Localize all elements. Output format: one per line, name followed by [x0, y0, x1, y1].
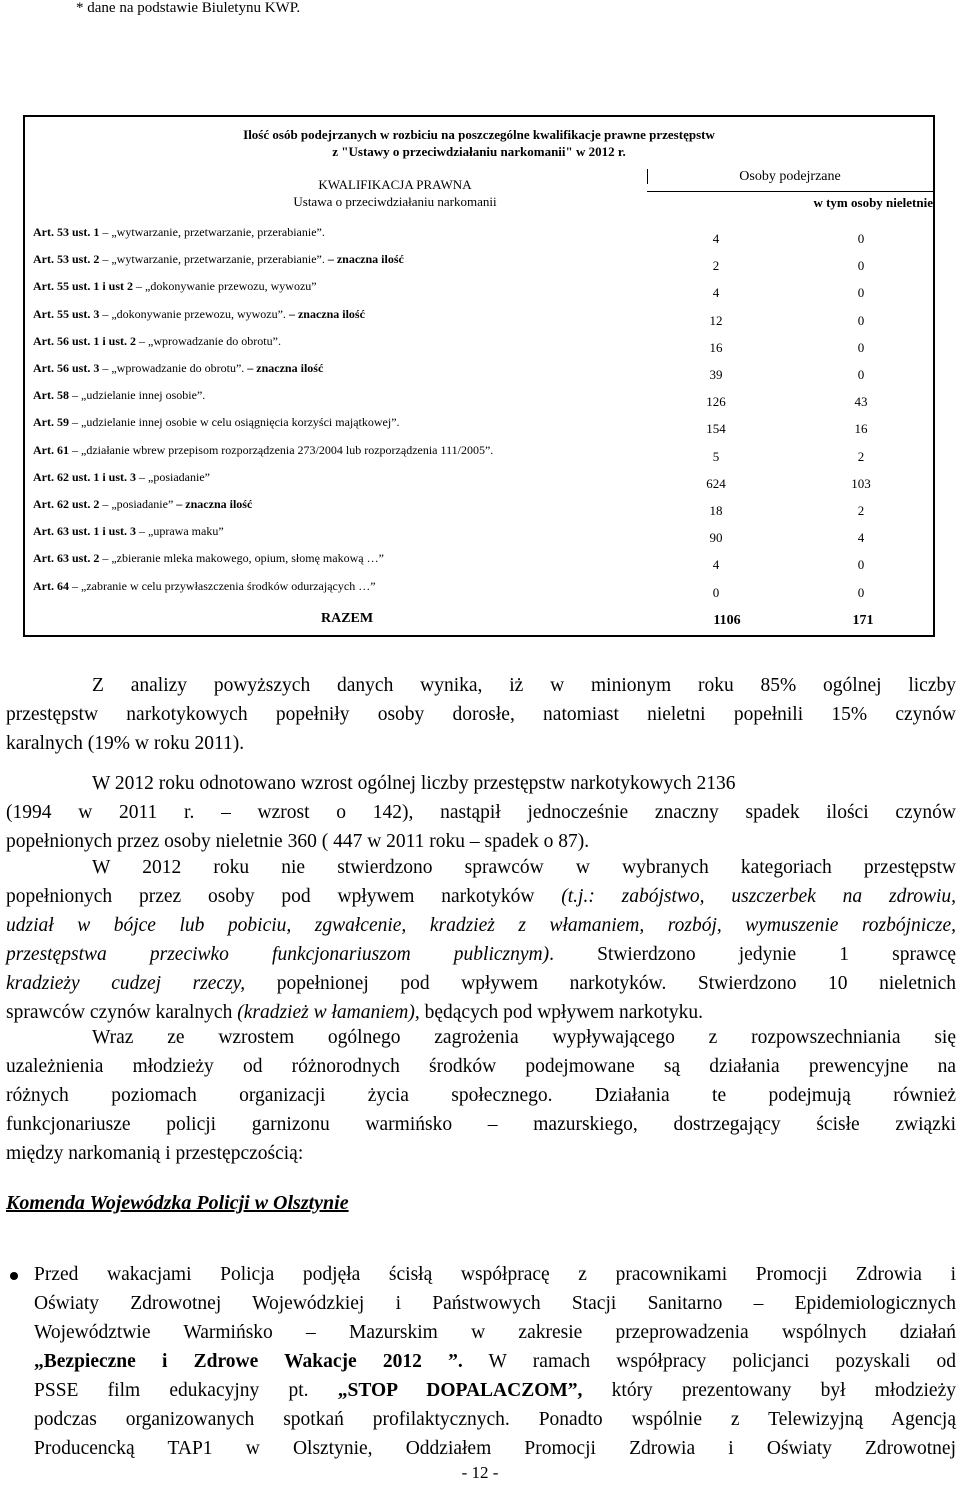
row-suspects-count: 154 — [706, 421, 726, 437]
row-minors-count: 0 — [857, 312, 865, 328]
row-description: „wprowadzanie do obrotu”. — [148, 333, 281, 348]
row-description: „dokonywanie przewozu, wywozu” — [145, 279, 317, 294]
row-suspects-count: 16 — [709, 339, 723, 355]
row-suspects-count: 12 — [709, 312, 723, 328]
paragraph-3 — [6, 853, 956, 1027]
footnote: * dane na podstawie Biuletynu KWP. — [76, 0, 301, 16]
row-large-quantity: – znaczna ilość — [288, 306, 365, 321]
row-article: Art. 56 ust. 1 i ust. 2 — [33, 333, 137, 348]
paragraph-line: Producencką TAP1 w Olsztynie, Oddziałem Promocji Zdrowia i Oświaty Zdrowotnej — [34, 1438, 956, 1459]
row-qualification: Art. 61 – „działanie wbrew przepisom rozporządzenia 273/2004 lub rozporządzenia 111/2005”. — [33, 442, 494, 457]
text-run-italic: kradzieży cudzej rzeczy, — [6, 973, 246, 994]
row-qualification: Art. 56 ust. 1 i ust. 2 – „wprowadzanie do obrotu”. — [33, 333, 281, 348]
row-minors-count: 0 — [857, 258, 865, 274]
text-run: . Stwierdzono jedynie 1 sprawcę — [549, 944, 956, 965]
row-suspects-count: 126 — [706, 394, 726, 410]
row-article: Art. 58 — [33, 388, 69, 403]
row-article: Art. 62 ust. 1 i ust. 3 — [33, 469, 137, 484]
paragraph-line — [34, 1347, 956, 1376]
table-row — [33, 279, 933, 305]
text-run-italic: (t.j.: zabójstwo, uszczerbek na zdrowiu, — [561, 886, 956, 907]
row-qualification: Art. 55 ust. 3 – „dokonywanie przewozu, wywozu”. – znaczna ilość — [33, 306, 365, 321]
row-minors-count: 2 — [857, 503, 865, 518]
row-article: Art. 55 ust. 1 i ust 2 — [33, 279, 134, 294]
text-run-bold: „Bezpieczne i Zdrowe Wakacje 2012 ”. — [34, 1351, 463, 1372]
row-description: „zabranie w celu przywłaszczenia środków odurzających …” — [81, 578, 376, 593]
total-value: 1106 — [713, 613, 741, 628]
total-label: RAZEM — [321, 611, 374, 626]
text-run-italic: udział w bójce lub pobiciu, zgwałcenie, kradzież z włamaniem, rozbój, wymuszenie rozbójnicze, — [6, 915, 956, 936]
row-description: „posiadanie” — [111, 497, 174, 511]
row-description: „udzielanie innej osobie”. — [81, 388, 206, 403]
row-description: „uprawa maku” — [148, 524, 224, 539]
row-article: Art. 62 ust. 2 — [33, 497, 100, 511]
row-suspects-count: 624 — [706, 475, 726, 491]
paragraph-line: Województwie Warmińsko – Mazurskim w zakresie przeprowadzenia wspólnych działań — [34, 1322, 956, 1343]
row-minors-count: 43 — [854, 394, 868, 410]
row-qualification: Art. 55 ust. 1 i ust 2 – „dokonywanie przewozu, wywozu” — [33, 279, 317, 294]
paragraph-line: Oświaty Zdrowotnej Wojewódzkiej i Państwowych Stacji Sanitarno – Epidemiologicznych — [34, 1293, 956, 1314]
paragraph-line — [6, 940, 956, 969]
row-qualification: Art. 58 – „udzielanie innej osobie”. — [33, 388, 206, 403]
total-minors: 171 — [852, 613, 874, 628]
table-row — [33, 524, 933, 550]
row-article: Art. 63 ust. 1 i ust. 3 — [33, 524, 137, 539]
paragraph-line: Z analizy powyższych danych wynika, iż w minionym roku 85% ogólnej liczby — [92, 675, 956, 696]
text-run-italic: (kradzież w łamaniem), — [237, 1002, 420, 1023]
paragraph-line: przestępstw narkotykowych popełniły osoby dorosłe, natomiast nieletni popełnili 15% czynów — [6, 704, 956, 725]
paragraph-line: funkcjonariusze policji garnizonu warmińsko – mazurskiego, dostrzegający ścisłe związki — [6, 1114, 956, 1135]
text-run: popełnionych przez osoby pod wpływem narkotyków — [6, 886, 562, 907]
paragraph-line: Wraz ze wzrostem ogólnego zagrożenia wypływającego z rozpowszechniania się — [92, 1027, 956, 1048]
paragraph-line — [6, 882, 956, 911]
row-minors-count: 0 — [857, 339, 865, 355]
row-suspects-count: 4 — [712, 557, 720, 573]
row-qualification: Art. 53 ust. 1 – „wytwarzanie, przetwarzanie, przerabianie”. — [33, 225, 325, 239]
table-row — [33, 415, 933, 441]
table-row — [33, 497, 933, 523]
row-qualification: Art. 63 ust. 2 – „zbieranie mleka makowego, opium, słomę makową …” — [33, 551, 384, 566]
paragraph-4 — [6, 1023, 956, 1168]
text-run: będących pod wpływem narkotyku. — [419, 1002, 703, 1023]
row-article: Art. 55 ust. 3 — [33, 306, 100, 321]
row-minors-count: 4 — [857, 530, 865, 546]
row-qualification: Art. 62 ust. 1 i ust. 3 – „posiadanie” — [33, 469, 210, 484]
row-suspects-count: 4 — [712, 285, 720, 301]
qualification-table — [23, 115, 935, 637]
row-article: Art. 59 — [33, 415, 69, 430]
row-large-quantity: – znaczna ilość — [176, 497, 253, 511]
row-minors-count: 0 — [857, 231, 865, 246]
table-row — [33, 252, 933, 278]
text-run: popełnionej pod wpływem narkotyków. Stwierdzono 10 nieletnich — [245, 973, 956, 994]
row-qualification: Art. 63 ust. 1 i ust. 3 – „uprawa maku” — [33, 524, 224, 539]
table-row — [33, 443, 933, 469]
table-row — [33, 579, 933, 605]
text-run-italic: przestępstwa przeciwko funkcjonariuszom publicznym) — [6, 944, 550, 965]
row-description: „posiadanie” — [148, 469, 210, 484]
row-minors-count: 0 — [857, 584, 865, 600]
row-suspects-count: 39 — [709, 367, 723, 382]
header-suspects-label: Osoby podejrzane — [739, 169, 841, 184]
table-row — [33, 361, 933, 387]
row-minors-count: 0 — [857, 557, 865, 573]
row-suspects-count: 4 — [712, 231, 720, 246]
paragraph-line: W 2012 roku nie stwierdzono sprawców w wybranych kategoriach przestępstw — [92, 857, 956, 878]
text-run-bold: „STOP DOPALACZOM”, — [337, 1380, 583, 1401]
table-row — [33, 388, 933, 414]
paragraph-2 — [6, 769, 956, 856]
section-heading: Komenda Wojewódzka Policji w Olsztynie — [6, 1192, 349, 1214]
header-rule — [647, 191, 935, 192]
row-qualification: Art. 59 – „udzielanie innej osobie w celu osiągnięcia korzyści majątkowej”. — [33, 415, 400, 430]
table-title-line1: Ilość osób podejrzanych w rozbiciu na poszczególne kwalifikacje prawne przestępstw — [243, 127, 715, 142]
header-left-line1: KWALIFIKACJA PRAWNA — [318, 177, 472, 192]
paragraph-line: między narkomanią i przestępczością: — [6, 1143, 304, 1164]
table-row — [33, 225, 933, 251]
row-description: „wytwarzanie, przetwarzanie, przerabianie”. — [111, 225, 325, 239]
text-run: PSSE film edukacyjny pt. — [34, 1380, 338, 1401]
row-description: „działanie wbrew przepisom rozporządzenia 273/2004 lub rozporządzenia 111/2005”. — [81, 442, 494, 457]
row-minors-count: 0 — [857, 285, 865, 301]
bullet-icon — [10, 1272, 18, 1280]
paragraph-line — [6, 911, 956, 940]
bullet-paragraph — [34, 1260, 956, 1463]
row-large-quantity: – znaczna ilość — [327, 252, 404, 267]
paragraph-1 — [6, 671, 956, 758]
row-article: Art. 64 — [33, 578, 69, 593]
row-article: Art. 61 — [33, 442, 69, 457]
row-article: Art. 63 ust. 2 — [33, 551, 100, 566]
paragraph-line: popełnionych przez osoby nieletnie 360 ( 447 w 2011 roku – spadek o 87). — [6, 831, 590, 852]
row-suspects-count: 18 — [709, 503, 723, 518]
row-article: Art. 53 ust. 2 — [33, 252, 100, 267]
header-minors-label: w tym osoby nieletnie — [813, 195, 933, 210]
row-description: „zbieranie mleka makowego, opium, słomę makową …” — [111, 551, 384, 566]
row-description: „wytwarzanie, przetwarzanie, przerabianie”. — [111, 252, 325, 267]
row-qualification: Art. 56 ust. 3 – „wprowadzanie do obrotu”. – znaczna ilość — [33, 361, 324, 375]
row-minors-count: 16 — [854, 421, 868, 437]
text-run: który prezentowany był młodzieży — [582, 1380, 956, 1401]
paragraph-line: podczas organizowanych spotkań profilaktycznych. Ponadto wspólnie z Telewizyjną Agencją — [34, 1409, 956, 1430]
paragraph-line: różnych poziomach organizacji życia społecznego. Działania te podejmują również — [6, 1085, 956, 1106]
paragraph-line: karalnych (19% w roku 2011). — [6, 733, 245, 754]
table-title-line2: z "Ustawy o przeciwdziałaniu narkomanii" w 2012 r. — [332, 144, 626, 159]
paragraph-line — [6, 969, 956, 998]
row-minors-count: 2 — [857, 448, 865, 464]
paragraph-line: (1994 w 2011 r. – wzrost o 142), nastąpił jednocześnie znaczny spadek ilości czynów — [6, 802, 956, 823]
paragraph-line: uzależnienia młodzieży od różnorodnych środków podejmowane są działania prewencyjne na — [6, 1056, 956, 1077]
row-qualification: Art. 64 – „zabranie w celu przywłaszczenia środków odurzających …” — [33, 578, 376, 593]
table-title — [25, 126, 933, 160]
row-article: Art. 56 ust. 3 — [33, 361, 100, 375]
row-qualification: Art. 62 ust. 2 – „posiadanie” – znaczna ilość — [33, 497, 253, 511]
paragraph-line — [34, 1376, 956, 1405]
page-number: - 12 - — [461, 1463, 499, 1482]
table-row — [33, 334, 933, 360]
row-suspects-count: 2 — [712, 258, 720, 274]
header-legal-qualification — [165, 176, 625, 210]
table-row — [33, 307, 933, 333]
text-run: W ramach współpracy policjanci pozyskali od — [462, 1351, 956, 1372]
text-run: sprawców czynów karalnych — [6, 1002, 238, 1023]
row-description: „udzielanie innej osobie w celu osiągnięcia korzyści majątkowej”. — [81, 415, 400, 430]
table-row — [33, 551, 933, 577]
header-suspects — [647, 169, 933, 209]
header-left-line2: Ustawa o przeciwdziałaniu narkomanii — [293, 194, 497, 209]
row-suspects-count: 0 — [712, 584, 720, 600]
paragraph-line: Przed wakacjami Policja podjęła ścisłą współpracę z pracownikami Promocji Zdrowia i — [34, 1264, 956, 1285]
paragraph-line: W 2012 roku odnotowano wzrost ogólnej liczby przestępstw narkotykowych 2136 — [92, 773, 736, 794]
row-qualification: Art. 53 ust. 2 – „wytwarzanie, przetwarzanie, przerabianie”. – znaczna ilość — [33, 252, 404, 267]
row-description: „wprowadzanie do obrotu”. — [111, 361, 245, 375]
row-large-quantity: – znaczna ilość — [247, 361, 324, 375]
row-minors-count: 0 — [857, 367, 865, 382]
row-description: „dokonywanie przewozu, wywozu”. — [111, 306, 286, 321]
row-minors-count: 103 — [851, 475, 871, 491]
table-row — [33, 470, 933, 496]
row-article: Art. 53 ust. 1 — [33, 225, 100, 239]
row-suspects-count: 90 — [709, 530, 723, 546]
row-suspects-count: 5 — [712, 448, 720, 464]
